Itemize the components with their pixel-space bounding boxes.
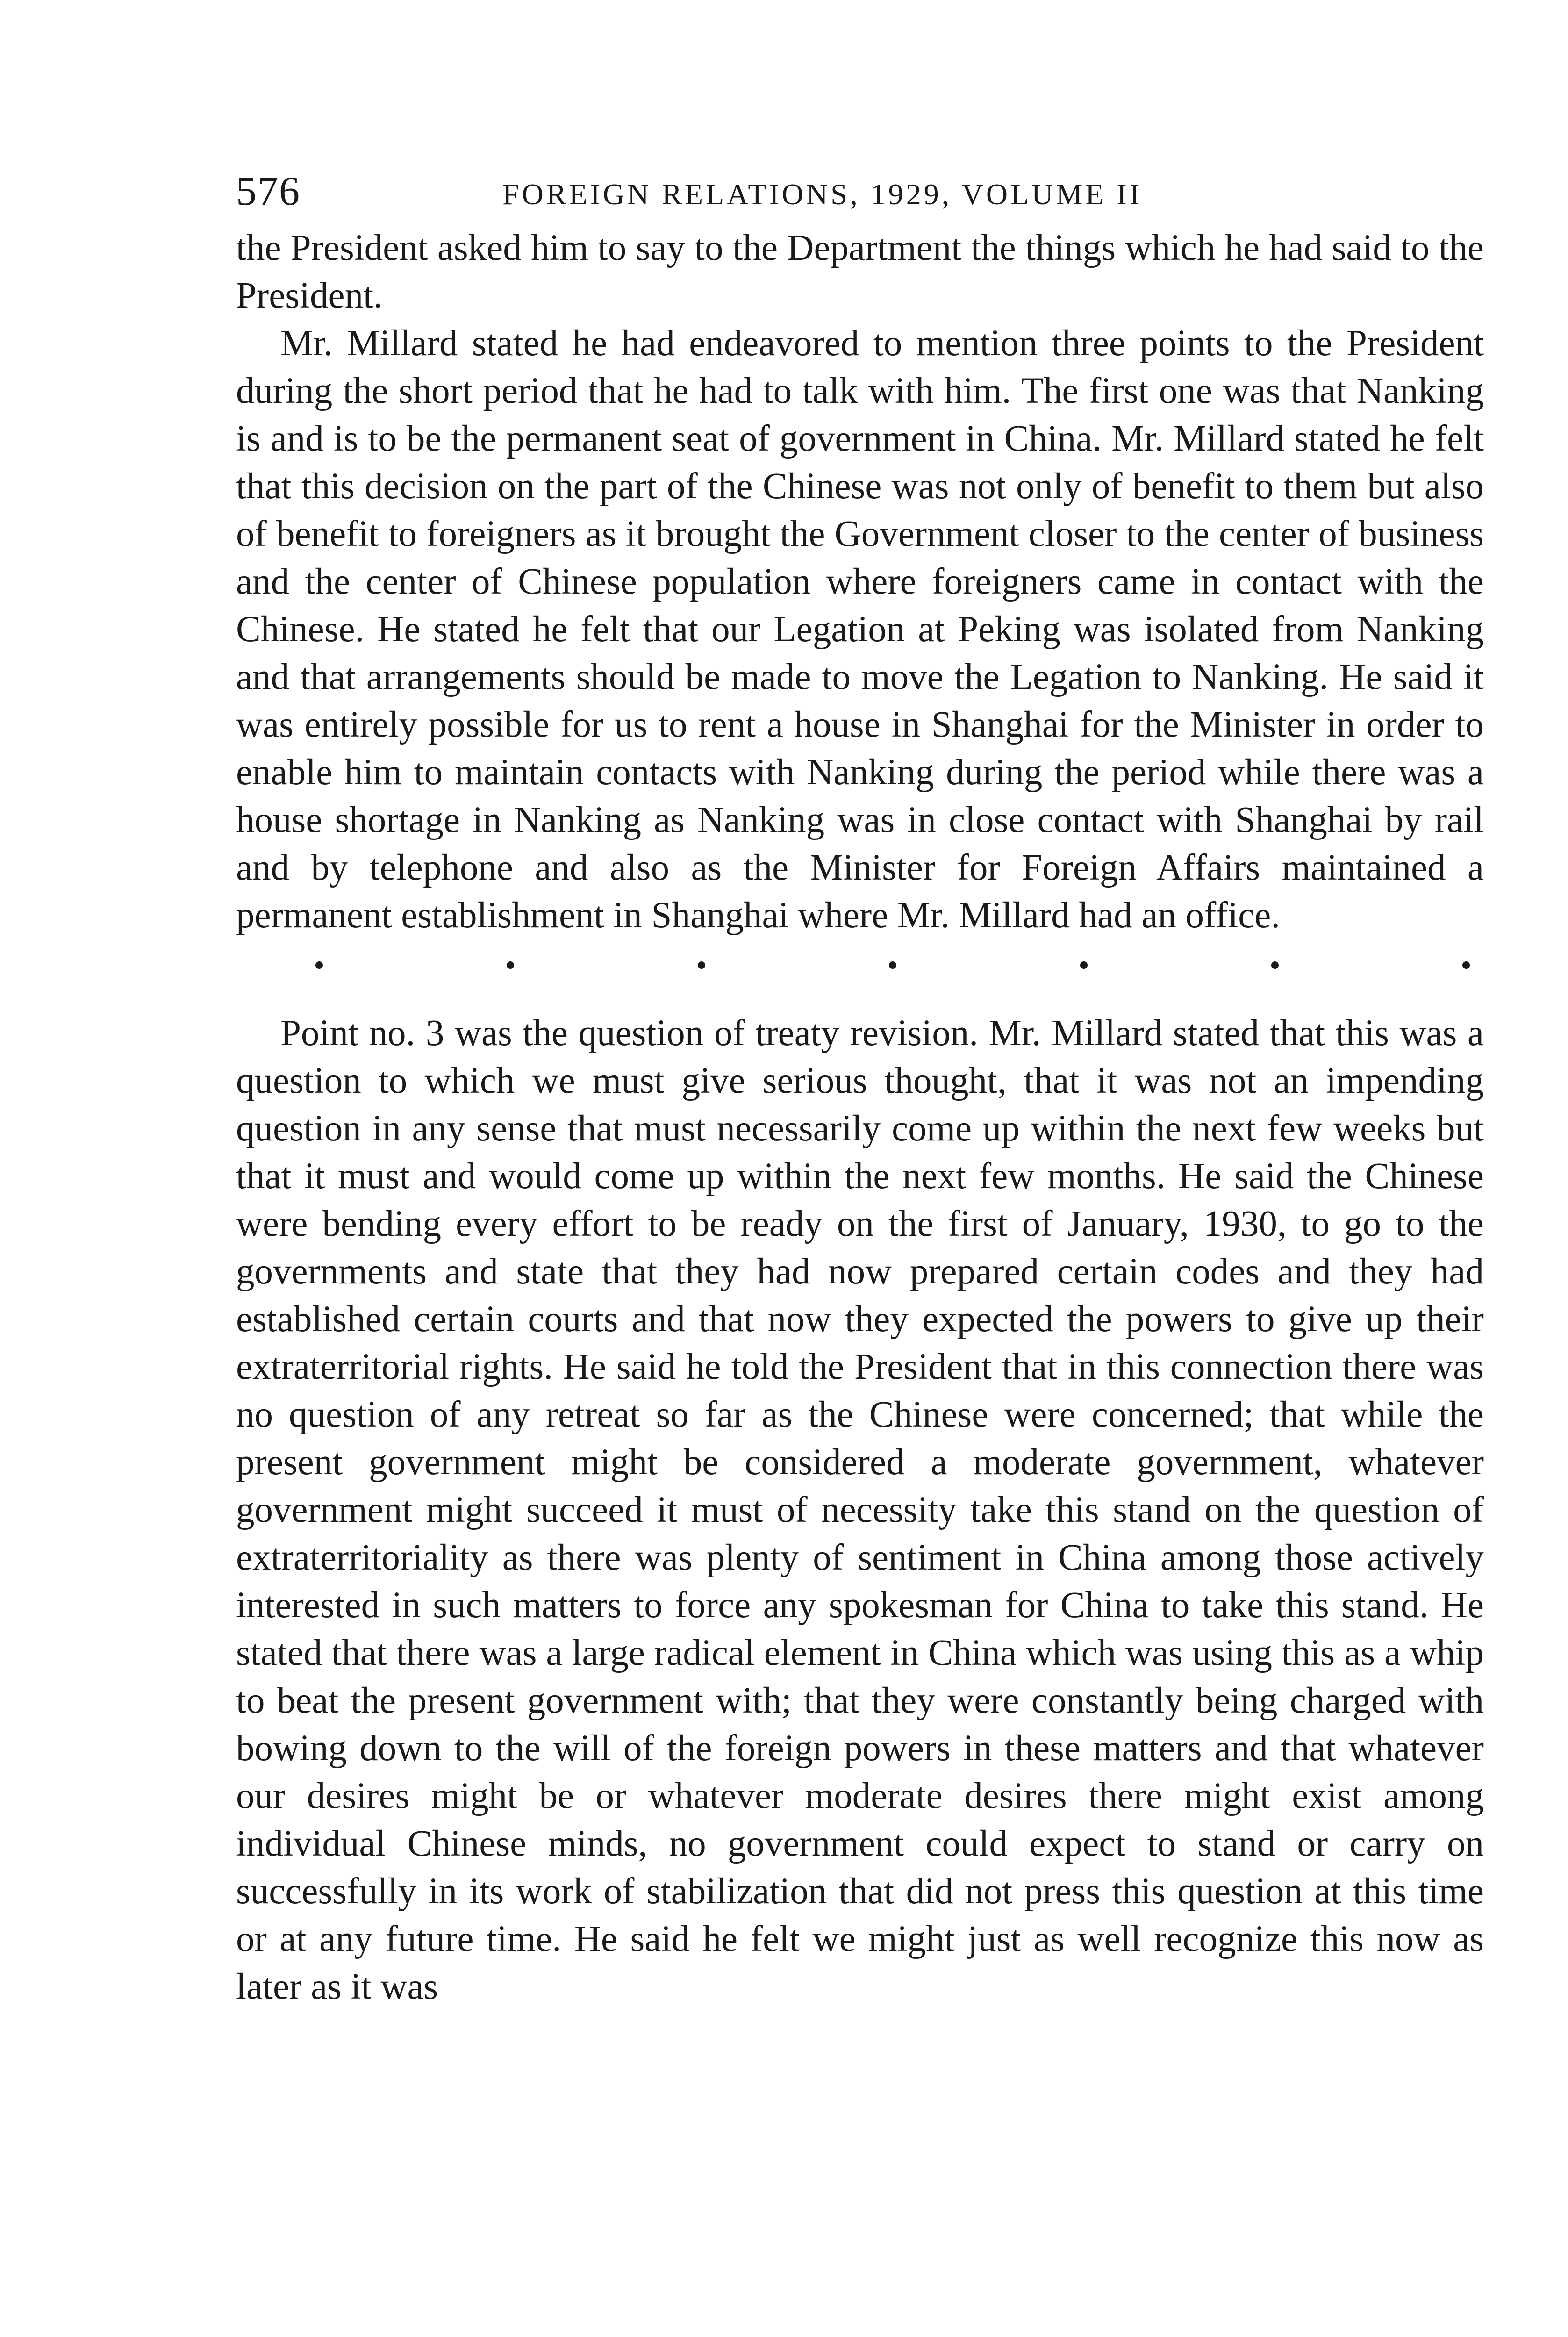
ellipsis-dot xyxy=(507,961,514,969)
paragraph-treaty-revision: Point no. 3 was the question of treaty revision. Mr. Millard stated that this was a question to which we must give serious thought, that it was not an impending question in any sense that must necessarily come up within the next few weeks but that it must and would come up within the next few months. He said the Chinese were bending every effort to be ready on the first of January, 1930, to go to the governments and state that they had now prepared certain codes and they had established certain courts and that now they expected the powers to give up their extraterritorial rights. He said he told the President that in this connection there was no question of any retreat so far as the Chinese were concerned; that while the present government might be considered a moderate government, whatever government might succeed it must of necessity take this stand on the question of extraterritoriality as there was plenty of sentiment in China among those actively interested in such matters to force any spokesman for China to take this stand. He stated that there was a large radical element in China which was using this as a whip to beat the present government with; that they were constantly being charged with bowing down to the will of the foreign powers in these matters and that whatever our desires might be or whatever moderate desires there might exist among individual Chinese minds, no government could expect to stand or carry on successfully in its work of stabilization that did not press this question at this time or at any future time. He said he felt we might just as well recognize this now as later as it was xyxy=(236,1013,1484,2007)
page-number: 576 xyxy=(236,169,301,214)
paragraph-millard-points: Mr. Millard stated he had endeavored to mention three points to the President during the short period that he had to talk with him. The first one was that Nanking is and is to be the permanent seat of government in China. Mr. Millard stated he felt that this decision on the part of the Chinese was not only of benefit to them but also of benefit to foreigners as it brought the Government closer to the center of business and the center of Chinese population where foreigners came in contact with the Chinese. He stated he felt that our Legation at Peking was isolated from Nanking and that arrangements should be made to move the Legation to Nanking. He said it was entirely possible for us to rent a house in Shanghai for the Minister in order to enable him to maintain contacts with Nanking during the period while there was a house shortage in Nanking as Nanking was in close contact with Shanghai by rail and by telephone and also as the Minister for Foreign Affairs maintained a permanent establishment in Shanghai where Mr. Millard had an office. xyxy=(236,323,1484,936)
running-title: FOREIGN RELATIONS, 1929, VOLUME II xyxy=(502,178,1142,211)
ellipsis-dot xyxy=(315,961,323,969)
ellipsis-dot xyxy=(1462,961,1470,969)
paragraph-continuation: the President asked him to say to the Department the things which he had said to the President. xyxy=(236,228,1484,316)
running-head xyxy=(236,168,1484,224)
document-page xyxy=(236,168,1484,2011)
ellipsis-dot xyxy=(1271,961,1279,969)
ellipsis-dot xyxy=(1080,961,1088,969)
ellipsis-dot xyxy=(698,961,705,969)
omission-ellipsis xyxy=(236,939,1484,991)
ellipsis-dot xyxy=(889,961,896,969)
